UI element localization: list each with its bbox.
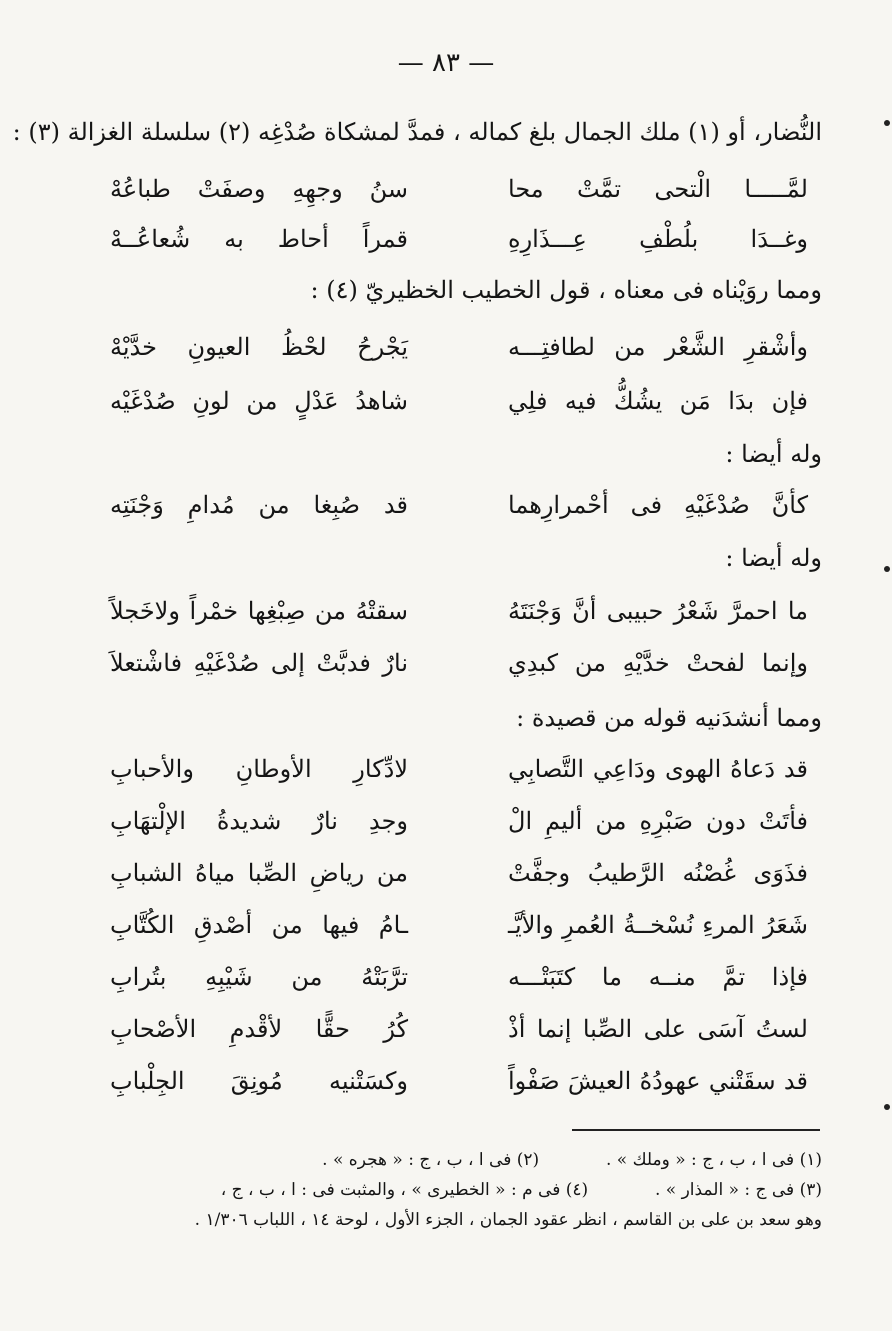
verse-10 [60,854,820,898]
verse-6 [60,592,820,636]
prose-line-1: النُّضار، أو (١) ملك الجمال بلغ كماله ، فمدَّ لمشكاة صُدْغِه (٢) سلسلة الغزالة (٣) : [12,118,822,146]
verse-12-first-hemistich: فإذا تمَّ منــه ما كتَبَتْـــه [508,963,808,991]
verse-5-first-hemistich: كأنَّ صُدْغَيْهِ فى أحْمرارِهما [508,491,808,519]
verse-6-first-hemistich: ما احمرَّ شَعْرُ حبيبى أنَّ وَجْنَتَهُ [508,597,808,625]
verse-12-second-hemistich: ترَّبَتْهُ من شَيْبِهِ بتُرابِ [110,963,408,991]
margin-mark [884,566,890,572]
verse-4-first-hemistich: فإن بدَا مَن يشُكُّ فيه فلِي [508,387,808,415]
verse-13-second-hemistich: كُرُ حقًّا لأقْدمِ الأصْحابِ [110,1015,408,1043]
verse-10-second-hemistich: من رياضِ الصِّبا مياهُ الشبابِ [110,859,408,887]
verse-1-second-hemistich: سنُ وجهِهِ وصفَتْ طباعُهْ [110,175,408,203]
prose-line-4: وله أيضا : [725,544,822,572]
footnote-4: (٤) فى م : « الخطيرى » ، والمثبت فى : ا ، ب ، ج ، [220,1180,589,1200]
verse-11-second-hemistich: ـامُ فيها من أصْدقِ الكُتَّابِ [110,911,408,939]
verse-9 [60,802,820,846]
footnote-line-3: وهو سعد بن على بن القاسم ، انظر عقود الجمان ، الجزء الأول ، لوحة ١٤ ، اللباب ١/٣٠٦ . [194,1210,822,1230]
verse-12 [60,958,820,1002]
verse-3-second-hemistich: يَجْرحُ لحْظُ العيونِ خدَّيْهْ [110,333,408,361]
verse-6-second-hemistich: سقتْهُ من صِبْغِها خمْراً ولاخَجلاً [110,597,408,625]
verse-14-second-hemistich: وكسَتْنيه مُونِقَ الجِلْبابِ [110,1067,408,1095]
verse-5-second-hemistich: قد صُبِغا من مُدامِ وَجْنَتِه [110,491,408,519]
footnote-line-1 [322,1150,822,1170]
verse-4 [60,382,820,426]
verse-8 [60,750,820,794]
verse-3-first-hemistich: وأشْقرِ الشَّعْر من لطافتِـــه [508,333,808,361]
verse-2-first-hemistich: وغــدَا بلُطْفِ عِـــذَارِهِ [508,225,808,253]
verse-8-first-hemistich: قد دَعاهُ الهوى ودَاعِي التَّصابِي [508,755,808,783]
footnote-separator [572,1129,820,1131]
verse-7-first-hemistich: وإنما لفحتْ خدَّيْهِ من كبدِي [508,649,808,677]
verse-11-first-hemistich: شَعَرُ المرءِ نُسْخــةُ العُمرِ والأيَّـ [508,911,808,939]
margin-mark [884,120,890,126]
verse-11 [60,906,820,950]
verse-13-first-hemistich: لستُ آسَى على الصِّبا إنما أذْ [508,1015,808,1043]
verse-13 [60,1010,820,1054]
verse-5 [60,486,820,530]
verse-9-first-hemistich: فأتَتْ دون صَبْرِهِ من أليمِ الْ [508,807,808,835]
verse-9-second-hemistich: وجدِ نارٌ شديدةُ الإلْتهَابِ [110,807,408,835]
page-number: — ٨٣ — [397,48,495,78]
verse-4-second-hemistich: شاهدُ عَدْلٍ من لونِ صُدْغَيْه [110,387,408,415]
verse-3 [60,328,820,372]
verse-1 [60,170,820,214]
verse-7 [60,644,820,688]
verse-14-first-hemistich: قد سقَتْني عهودُهُ العيشَ صَفْواً [508,1067,808,1095]
margin-mark [884,1104,890,1110]
prose-line-3: وله أيضا : [725,440,822,468]
verse-1-first-hemistich: لمَّـــــا الْتحى تمَّتْ محا [508,175,808,203]
footnote-3: (٣) فى ج : « المذار » . [654,1180,822,1200]
verse-2-second-hemistich: قمراً أحاط به شُعاعُــهْ [110,225,408,253]
verse-8-second-hemistich: لادِّكارِ الأوطانِ والأحبابِ [110,755,408,783]
verse-14 [60,1062,820,1106]
prose-line-2: ومما روَيْناه فى معناه ، قول الخطيب الخظيريّ (٤) : [310,276,822,304]
prose-line-5: ومما أنشدَنيه قوله من قصيدة : [516,704,822,732]
footnote-line-2 [221,1180,822,1200]
footnote-2: (٢) فى ا ، ب ، ج : « هجره » . [322,1150,540,1170]
footnote-1: (١) فى ا ، ب ، ج : « وملك » . [605,1150,822,1170]
verse-10-first-hemistich: فذَوَى غُصْنُه الرَّطيبُ وجفَّتْ [508,859,808,887]
verse-2 [60,220,820,264]
verse-7-second-hemistich: نارٌ فدبَّتْ إلى صُدْغَيْهِ فاشْتعلاَ [110,649,408,677]
